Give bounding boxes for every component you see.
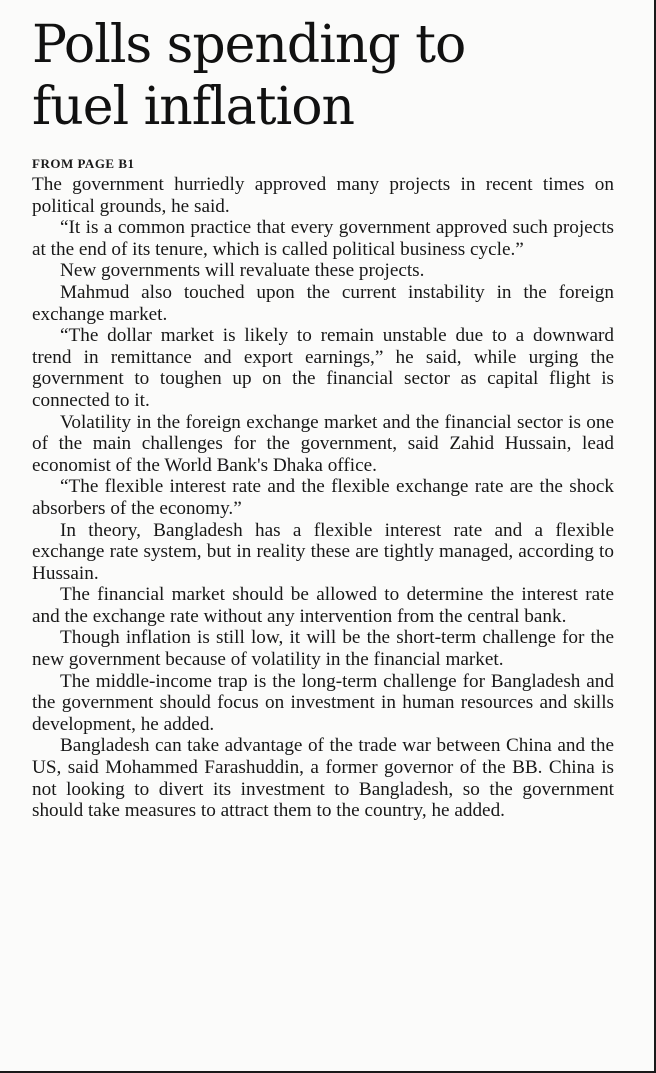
paragraph: Volatility in the foreign exchange market and the financial sector is one of the main challenges for the government, said Zahid Hussain, lead economist of the World Bank's Dhaka office. — [32, 411, 614, 476]
article — [32, 14, 614, 822]
paragraph: “The flexible interest rate and the flexible exchange rate are the shock absorbers of the economy.” — [32, 476, 614, 519]
headline-line-2: fuel inflation — [32, 77, 354, 137]
paragraph: New governments will revaluate these projects. — [60, 260, 425, 282]
paragraph: The financial market should be allowed to determine the interest rate and the exchange rate without any intervention from the central bank. — [32, 584, 614, 627]
paragraph: The middle-income trap is the long-term challenge for Bangladesh and the government should focus on investment in human resources and skills development, he added. — [32, 670, 614, 735]
headline — [32, 14, 614, 138]
paragraph: The government hurriedly approved many projects in recent times on political grounds, he said. — [32, 174, 614, 217]
headline-line-1: Polls spending to — [32, 15, 466, 75]
paragraph: Bangladesh can take advantage of the trade war between China and the US, said Mohammed Farashuddin, a former governor of the BB. China is not looking to divert its investment to Bangladesh, so the government should take measures to attract them to the country, he added. — [32, 735, 614, 822]
paragraph: Mahmud also touched upon the current instability in the foreign exchange market. — [32, 281, 614, 325]
paragraph: “It is a common practice that every government approved such projects at the end of its tenure, which is called political business cycle.” — [32, 217, 614, 260]
paragraph: Though inflation is still low, it will be the short-term challenge for the new government because of volatility in the financial market. — [32, 627, 614, 671]
continued-from-label: FROM PAGE B1 — [32, 156, 135, 171]
article-body — [32, 174, 614, 822]
paragraph: In theory, Bangladesh has a flexible interest rate and a flexible exchange rate system, but in reality these are tightly managed, according to Hussain. — [32, 519, 614, 584]
paragraph: “The dollar market is likely to remain unstable due to a downward trend in remittance and export earnings,” he said, while urging the government to toughen up on the financial sector as capital flight is connected to it. — [32, 325, 614, 411]
